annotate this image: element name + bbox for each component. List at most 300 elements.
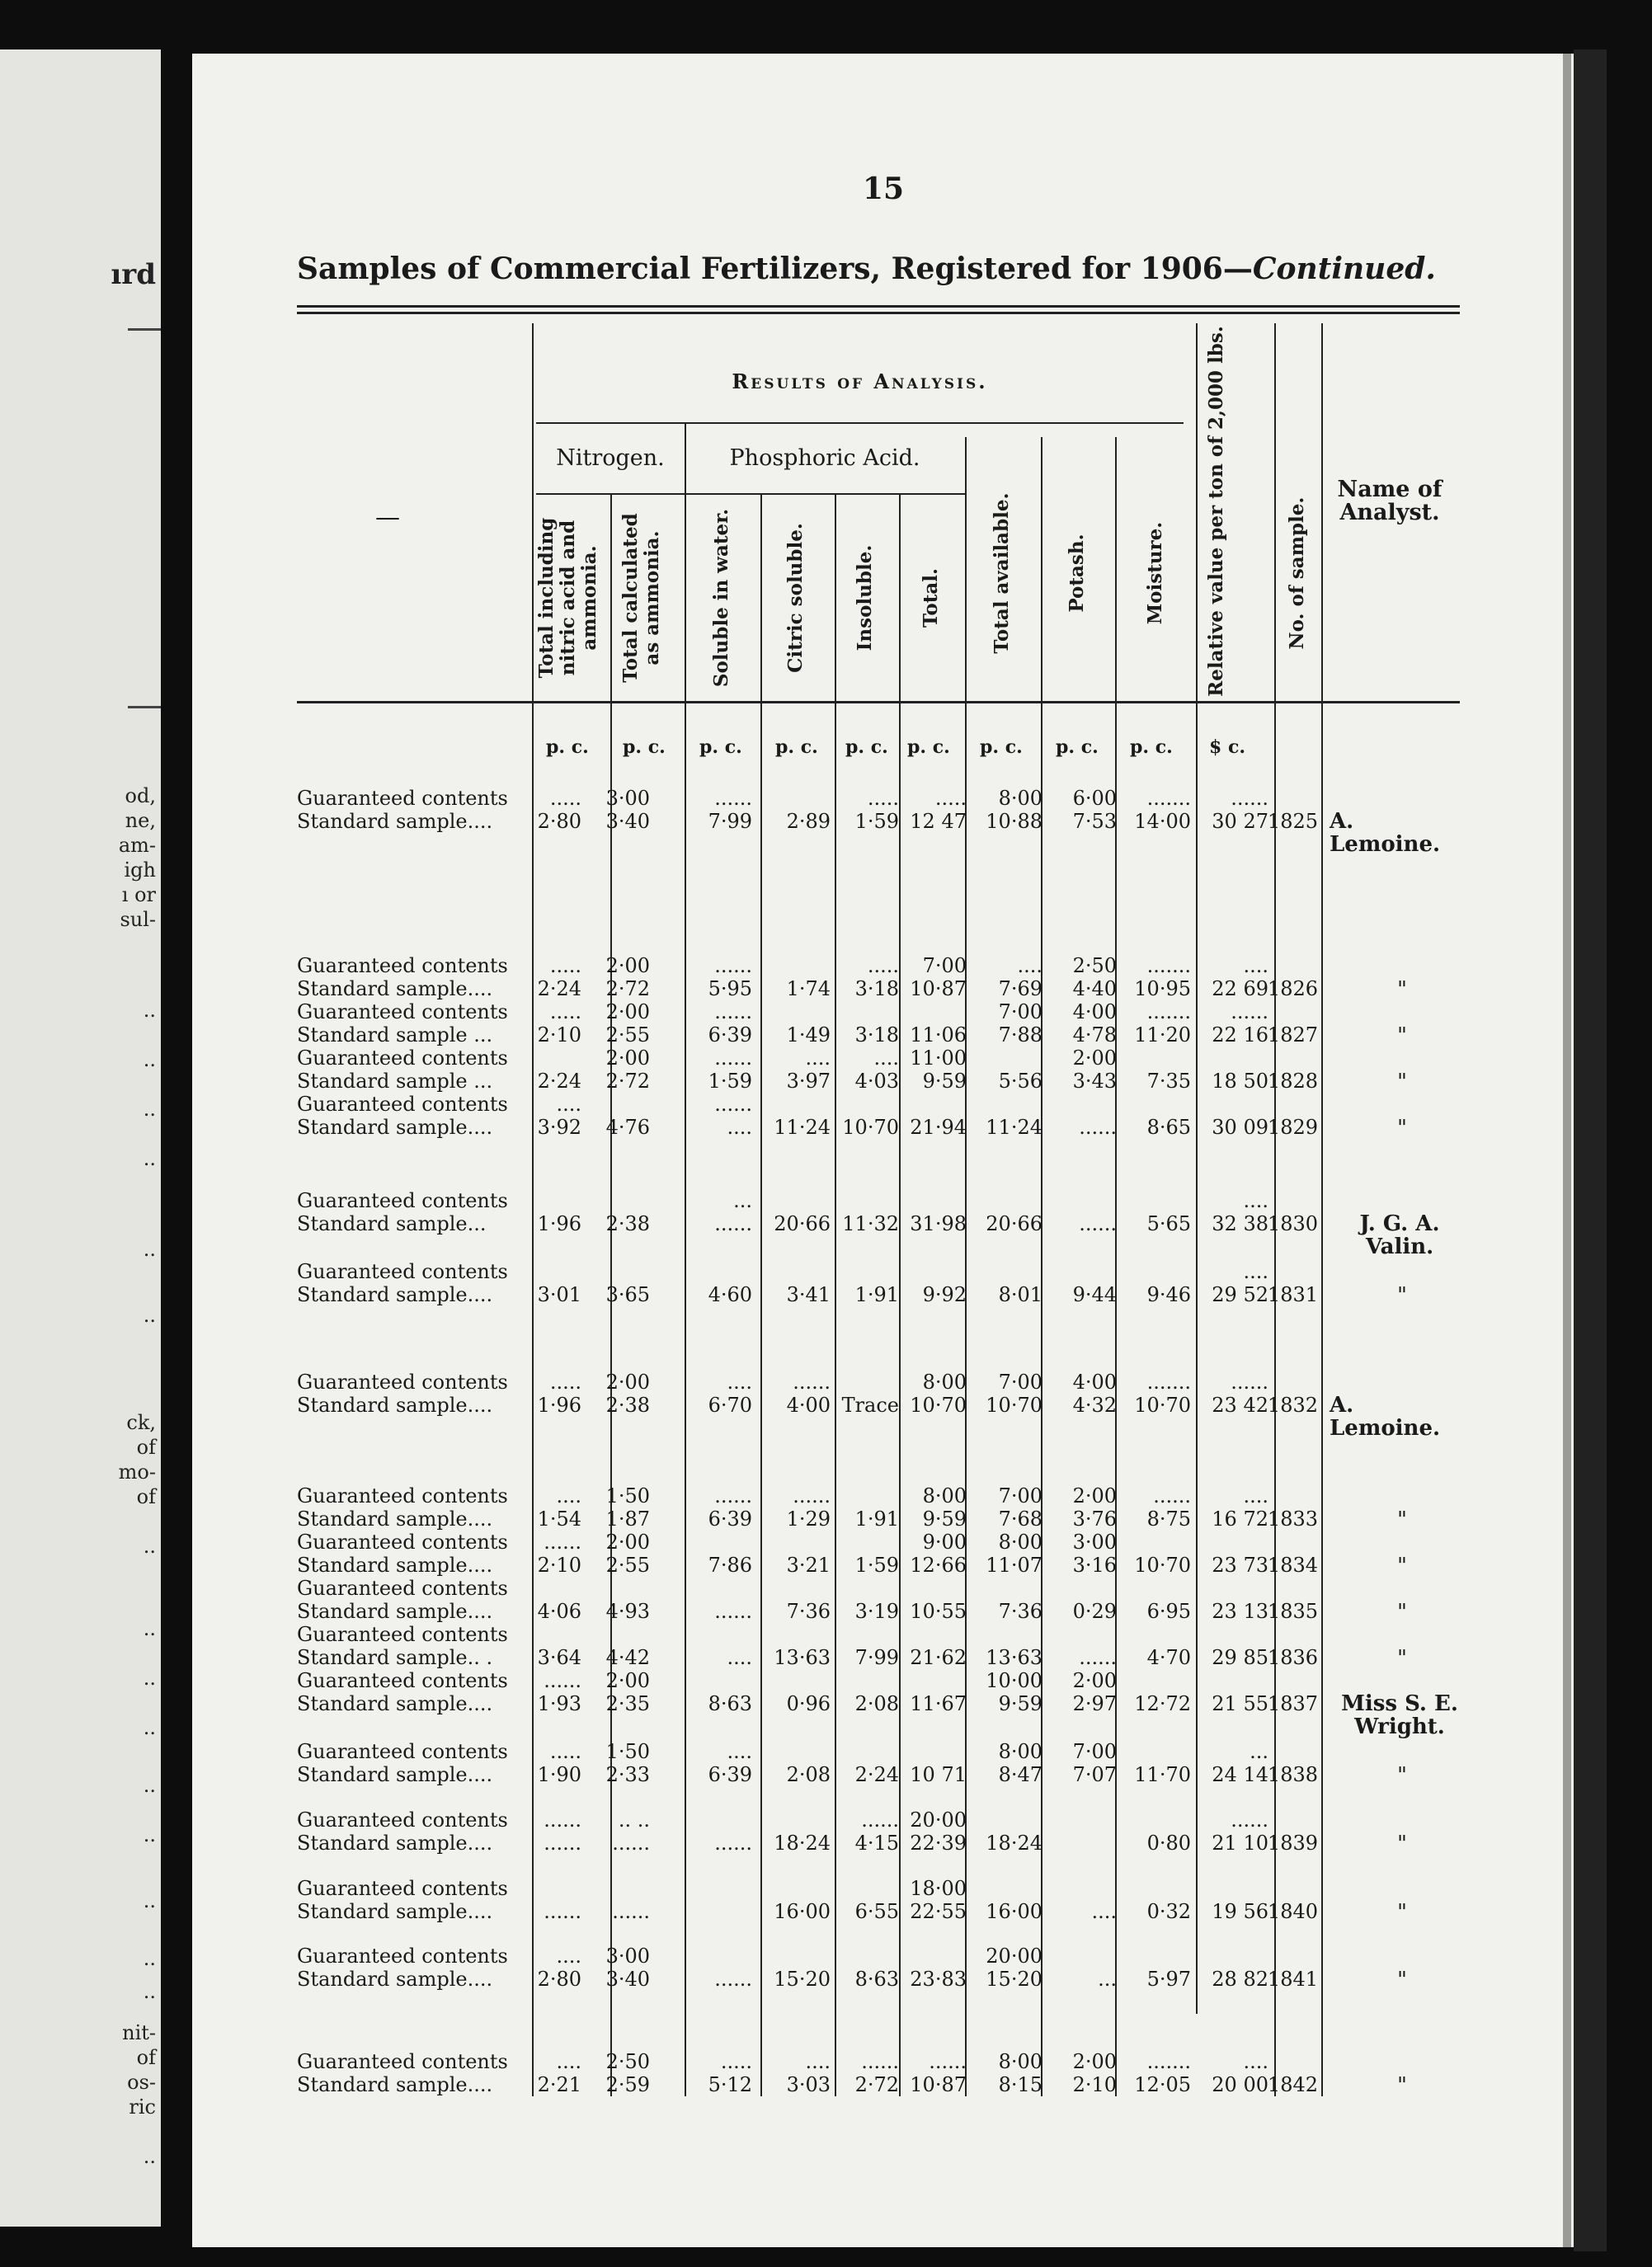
page-number: 15 bbox=[863, 172, 905, 206]
table-cell: 2·00 bbox=[1072, 1046, 1117, 1070]
table-cell: 18 50 bbox=[1212, 1070, 1268, 1093]
table-cell: 2·80 bbox=[537, 1968, 581, 1991]
table-cell: .... bbox=[805, 1046, 831, 1070]
table-cell: 1·59 bbox=[854, 1554, 899, 1577]
table-cell: ...... bbox=[714, 1600, 752, 1623]
table-cell: 0·80 bbox=[1146, 1832, 1191, 1855]
table-cell: .... bbox=[556, 1484, 581, 1507]
table-cell: 11·24 bbox=[986, 1116, 1043, 1139]
table-cell: 4·00 bbox=[1072, 1371, 1117, 1394]
left-page-text: .. bbox=[143, 1667, 156, 1690]
table-cell: 3·40 bbox=[605, 1968, 650, 1991]
left-page-text: of bbox=[136, 1485, 156, 1508]
left-page-text: .. bbox=[143, 1617, 156, 1640]
row-label: Guaranteed contents bbox=[297, 1808, 508, 1832]
table-cell: .... bbox=[556, 2050, 581, 2073]
table-cell: 9·59 bbox=[998, 1692, 1043, 1715]
table-cell: 2·00 bbox=[1072, 2050, 1117, 2073]
table-cell: 23 13 bbox=[1212, 1600, 1268, 1623]
table-cell: 0·32 bbox=[1146, 1900, 1191, 1923]
table-cell: 1·54 bbox=[537, 1507, 581, 1531]
row-label: Standard sample.... bbox=[297, 1692, 493, 1715]
table-row bbox=[297, 1093, 1460, 1116]
table-cell: 11·06 bbox=[910, 1023, 967, 1046]
table-cell: 10·95 bbox=[1134, 977, 1191, 1000]
table-cell: 3·18 bbox=[854, 1023, 899, 1046]
table-cell: ....... bbox=[1146, 954, 1191, 977]
table-cell: ...... bbox=[861, 2050, 899, 2073]
table-cell: 2·55 bbox=[605, 1554, 650, 1577]
table-cell: .... bbox=[556, 1945, 581, 1968]
table-cell: 12·66 bbox=[910, 1554, 967, 1577]
table-cell: ..... bbox=[549, 787, 581, 810]
unit-label: p. c. bbox=[980, 736, 1023, 758]
table-cell: 10·70 bbox=[842, 1116, 899, 1139]
left-page-text: .. bbox=[143, 1098, 156, 1121]
table-cell: 2·10 bbox=[1072, 2073, 1117, 2096]
table-cell: 6·55 bbox=[854, 1900, 899, 1923]
table-row bbox=[297, 1023, 1460, 1046]
table-row bbox=[297, 1808, 1460, 1832]
table-row bbox=[297, 1189, 1460, 1212]
row-label: Standard sample... bbox=[297, 1212, 487, 1235]
table-cell: 2·00 bbox=[1072, 1669, 1117, 1692]
table-cell: 16 72 bbox=[1212, 1507, 1268, 1531]
table-cell: 4·93 bbox=[605, 1600, 650, 1623]
table-row bbox=[297, 1371, 1460, 1394]
table-cell: 8·00 bbox=[998, 1531, 1043, 1554]
table-cell: 8·00 bbox=[998, 1740, 1043, 1763]
table-cell: 1839 bbox=[1267, 1832, 1318, 1855]
table-cell: 2·50 bbox=[605, 2050, 650, 2073]
top-rule bbox=[297, 312, 1460, 314]
table-cell: .... bbox=[1243, 1484, 1268, 1507]
table-cell: 3·00 bbox=[605, 787, 650, 810]
table-cell: 2·21 bbox=[537, 2073, 581, 2096]
analyst-column-header: Name of Analyst. bbox=[1337, 477, 1443, 525]
table-cell: 1842 bbox=[1267, 2073, 1318, 2096]
table-cell: 9·44 bbox=[1072, 1283, 1117, 1306]
table-cell: ....... bbox=[1146, 787, 1191, 810]
table-cell: ..... bbox=[720, 2050, 752, 2073]
table-cell: 11·24 bbox=[774, 1116, 831, 1139]
col-header-soluble-water: Soluble in water. bbox=[710, 508, 732, 688]
table-cell: 1·96 bbox=[537, 1212, 581, 1235]
table-row bbox=[297, 1691, 1460, 1739]
table-cell: 22·39 bbox=[910, 1832, 967, 1855]
table-cell: 22·55 bbox=[910, 1900, 967, 1923]
analyst-name: " bbox=[1397, 1968, 1407, 1992]
table-cell: 31·98 bbox=[910, 1212, 967, 1235]
table-cell: 8·63 bbox=[854, 1968, 899, 1991]
table-cell: 20 00 bbox=[1212, 2073, 1268, 2096]
table-cell: 14·00 bbox=[1134, 810, 1191, 833]
table-cell: 9·59 bbox=[922, 1070, 967, 1093]
table-cell: 2·55 bbox=[605, 1023, 650, 1046]
unit-label: $ c. bbox=[1209, 736, 1246, 758]
table-cell: 7·68 bbox=[998, 1507, 1043, 1531]
left-page-text: .. bbox=[143, 1980, 156, 2003]
table-cell: 1840 bbox=[1267, 1900, 1318, 1923]
page-title bbox=[297, 252, 1436, 286]
row-label: Guaranteed contents bbox=[297, 1531, 508, 1554]
table-cell: 1·59 bbox=[854, 810, 899, 833]
table-cell: 10·70 bbox=[910, 1394, 967, 1417]
table-cell: 2·38 bbox=[605, 1394, 650, 1417]
table-row bbox=[297, 1968, 1460, 1991]
row-label: Guaranteed contents bbox=[297, 1189, 508, 1212]
table-cell: ...... bbox=[714, 1968, 752, 1991]
table-cell: 20·66 bbox=[986, 1212, 1043, 1235]
table-cell: 11·07 bbox=[986, 1554, 1043, 1577]
table-cell: 12·72 bbox=[1134, 1692, 1191, 1715]
row-label: Standard sample.... bbox=[297, 2073, 493, 2096]
table-cell: 1·59 bbox=[708, 1070, 752, 1093]
table-cell: 16·00 bbox=[986, 1900, 1043, 1923]
row-label: Guaranteed contents bbox=[297, 1877, 508, 1900]
table-cell: 6·39 bbox=[708, 1507, 752, 1531]
table-cell: ..... bbox=[549, 1000, 581, 1023]
analyst-name: " bbox=[1397, 2073, 1407, 2098]
table-cell: ...... bbox=[544, 1900, 581, 1923]
table-cell: 8·01 bbox=[998, 1283, 1043, 1306]
table-cell: ..... bbox=[867, 954, 899, 977]
analyst-name: " bbox=[1397, 1116, 1407, 1141]
table-cell: 23·83 bbox=[910, 1968, 967, 1991]
table-cell: 7·00 bbox=[922, 954, 967, 977]
table-cell: 12 47 bbox=[910, 810, 967, 833]
table-cell: 2·33 bbox=[605, 1763, 650, 1786]
row-label: Standard sample.... bbox=[297, 1832, 493, 1855]
table-cell: 13·63 bbox=[986, 1646, 1043, 1669]
row-label: Guaranteed contents bbox=[297, 1093, 508, 1116]
table-cell: 2·00 bbox=[605, 1371, 650, 1394]
table-cell: 24 14 bbox=[1212, 1763, 1268, 1786]
left-page-text: .. bbox=[143, 1823, 156, 1846]
table-cell: 7·69 bbox=[998, 977, 1043, 1000]
table-row bbox=[297, 1070, 1460, 1093]
table-cell: 1832 bbox=[1267, 1394, 1318, 1417]
left-page-text: sul- bbox=[120, 908, 156, 931]
left-page-text: os- bbox=[127, 2071, 156, 2094]
table-cell: 10·00 bbox=[986, 1669, 1043, 1692]
table-cell: 4·76 bbox=[605, 1116, 650, 1139]
table-cell: 3·65 bbox=[605, 1283, 650, 1306]
table-cell: 15·20 bbox=[986, 1968, 1043, 1991]
table-row bbox=[297, 787, 1460, 810]
table-row bbox=[297, 1531, 1460, 1554]
col-header-relative-value: Relative value per ton of 2,000 lbs. bbox=[1205, 326, 1227, 697]
row-label: Standard sample.... bbox=[297, 1900, 493, 1923]
table-cell: 1·90 bbox=[537, 1763, 581, 1786]
unit-label: p. c. bbox=[1056, 736, 1099, 758]
table-cell: ....... bbox=[1146, 2050, 1191, 2073]
table-cell: 7·99 bbox=[854, 1646, 899, 1669]
table-cell: 23 73 bbox=[1212, 1554, 1268, 1577]
row-label: Guaranteed contents bbox=[297, 1740, 508, 1763]
table-cell: 3·16 bbox=[1072, 1554, 1117, 1577]
table-cell: 21·62 bbox=[910, 1646, 967, 1669]
table-cell: 3·19 bbox=[854, 1600, 899, 1623]
table-cell: 10 71 bbox=[910, 1763, 967, 1786]
table-cell: .... bbox=[727, 1116, 752, 1139]
table-cell: 2·00 bbox=[605, 954, 650, 977]
table-cell: 16·00 bbox=[774, 1900, 831, 1923]
table-cell: .... bbox=[1017, 954, 1043, 977]
table-cell: 1·50 bbox=[605, 1740, 650, 1763]
table-cell: 2·24 bbox=[537, 1070, 581, 1093]
table-cell: ..... bbox=[549, 1371, 581, 1394]
top-rule bbox=[297, 305, 1460, 308]
table-cell: 23 42 bbox=[1212, 1394, 1268, 1417]
table-cell: 9·59 bbox=[922, 1507, 967, 1531]
table-cell: 1836 bbox=[1267, 1646, 1318, 1669]
table-cell: 1·29 bbox=[786, 1507, 831, 1531]
table-cell: ...... bbox=[1231, 1000, 1268, 1023]
left-page-text: .. bbox=[143, 1238, 156, 1261]
table-cell: 11·70 bbox=[1134, 1763, 1191, 1786]
table-cell: 3·21 bbox=[786, 1554, 831, 1577]
table-cell: 4·03 bbox=[854, 1070, 899, 1093]
table-cell: 28 82 bbox=[1212, 1968, 1268, 1991]
row-label: Standard sample ... bbox=[297, 1023, 493, 1046]
table-cell: 7·07 bbox=[1072, 1763, 1117, 1786]
table-cell: 3·03 bbox=[786, 2073, 831, 2096]
table-cell: ...... bbox=[1079, 1116, 1117, 1139]
table-cell: ..... bbox=[934, 787, 967, 810]
row-label: Standard sample.... bbox=[297, 1968, 493, 1991]
nitrogen-header: Nitrogen. bbox=[556, 445, 665, 471]
table-cell: 9·92 bbox=[922, 1283, 967, 1306]
table-cell: 20·00 bbox=[986, 1945, 1043, 1968]
table-cell: ...... bbox=[544, 1832, 581, 1855]
row-label: Guaranteed contents bbox=[297, 2050, 508, 2073]
table-cell: 4·15 bbox=[854, 1832, 899, 1855]
title-continued: Continued. bbox=[1252, 252, 1436, 286]
table-cell: 8·00 bbox=[922, 1484, 967, 1507]
left-page-text: of bbox=[136, 2046, 156, 2069]
table-cell: 30 09 bbox=[1212, 1116, 1268, 1139]
table-cell: ...... bbox=[929, 2050, 967, 2073]
analyst-name: " bbox=[1397, 1832, 1407, 1856]
row-label: Standard sample.... bbox=[297, 1116, 493, 1139]
table-cell: ....... bbox=[1146, 1000, 1191, 1023]
title-main: Samples of Commercial Fertilizers, Registered for 1906— bbox=[297, 252, 1253, 286]
table-row bbox=[297, 2073, 1460, 2096]
table-cell: 5·95 bbox=[708, 977, 752, 1000]
table-cell: 9·46 bbox=[1146, 1283, 1191, 1306]
unit-label: p. c. bbox=[775, 736, 818, 758]
table-cell: ...... bbox=[1231, 787, 1268, 810]
table-cell: 2·00 bbox=[605, 1000, 650, 1023]
table-cell: 15·20 bbox=[774, 1968, 831, 1991]
table-cell: ...... bbox=[793, 1371, 831, 1394]
phosphoric-acid-header: Phosphoric Acid. bbox=[729, 445, 920, 471]
table-cell: 5·65 bbox=[1146, 1212, 1191, 1235]
left-page-text: ı or bbox=[121, 883, 156, 906]
row-label: Standard sample.... bbox=[297, 1283, 493, 1306]
row-label: Guaranteed contents bbox=[297, 1046, 508, 1070]
left-page-text: ırd bbox=[111, 258, 156, 291]
table-row bbox=[297, 1554, 1460, 1577]
table-cell: 11·67 bbox=[910, 1692, 967, 1715]
table-cell: 2·59 bbox=[605, 2073, 650, 2096]
table-cell: 10·55 bbox=[910, 1600, 967, 1623]
table-cell: .... bbox=[873, 1046, 899, 1070]
table-row bbox=[297, 1000, 1460, 1023]
table-cell: ...... bbox=[714, 1212, 752, 1235]
table-cell: 8·63 bbox=[708, 1692, 752, 1715]
table-cell: 3·64 bbox=[537, 1646, 581, 1669]
left-page-text: od, bbox=[125, 784, 156, 807]
table-cell: .... bbox=[1243, 1189, 1268, 1212]
table-cell: 7·36 bbox=[998, 1600, 1043, 1623]
table-row bbox=[297, 1646, 1460, 1669]
col-header-insoluble: Insoluble. bbox=[854, 544, 876, 651]
table-cell: 18·00 bbox=[910, 1877, 967, 1900]
table-cell: 1·50 bbox=[605, 1484, 650, 1507]
table-cell: 1826 bbox=[1267, 977, 1318, 1000]
table-cell: 8·00 bbox=[998, 787, 1043, 810]
table-cell: 1827 bbox=[1267, 1023, 1318, 1046]
table-cell: ... bbox=[733, 1189, 752, 1212]
table-cell: 2·10 bbox=[537, 1554, 581, 1577]
table-row bbox=[297, 1945, 1460, 1968]
table-cell: ...... bbox=[1153, 1484, 1191, 1507]
table-cell: .. .. bbox=[618, 1808, 650, 1832]
table-cell: 4·70 bbox=[1146, 1646, 1191, 1669]
table-cell: 2·00 bbox=[605, 1046, 650, 1070]
analyst-name: " bbox=[1397, 1900, 1407, 1925]
table-cell: 2·08 bbox=[854, 1692, 899, 1715]
table-cell: ...... bbox=[544, 1808, 581, 1832]
table-cell: ....... bbox=[1146, 1371, 1191, 1394]
table-cell: ... bbox=[1098, 1968, 1117, 1991]
table-cell: 21 10 bbox=[1212, 1832, 1268, 1855]
table-cell: 29 52 bbox=[1212, 1283, 1268, 1306]
row-label: Standard sample.... bbox=[297, 810, 493, 833]
left-page-text: ne, bbox=[125, 809, 156, 832]
page-edge-shadow bbox=[1574, 49, 1607, 2251]
analyst-name: " bbox=[1397, 977, 1407, 1002]
table-cell: 5·97 bbox=[1146, 1968, 1191, 1991]
table-row bbox=[297, 1900, 1460, 1923]
table-cell: ...... bbox=[1231, 1808, 1268, 1832]
table-cell: 8·47 bbox=[998, 1763, 1043, 1786]
table-cell: 8·00 bbox=[922, 1371, 967, 1394]
table-cell: .... bbox=[1243, 2050, 1268, 2073]
table-cell: 19 56 bbox=[1212, 1900, 1268, 1923]
table-cell: 1831 bbox=[1267, 1283, 1318, 1306]
table-row bbox=[297, 1623, 1460, 1646]
analyst-name: " bbox=[1397, 1554, 1407, 1578]
table-cell: 1·74 bbox=[786, 977, 831, 1000]
table-cell: 9·00 bbox=[922, 1531, 967, 1554]
table-cell: 7·86 bbox=[708, 1554, 752, 1577]
table-cell: ..... bbox=[549, 1740, 581, 1763]
table-cell: ...... bbox=[544, 1531, 581, 1554]
unit-label: p. c. bbox=[699, 736, 742, 758]
left-page-edge bbox=[0, 49, 161, 2227]
table-cell: 4·78 bbox=[1072, 1023, 1117, 1046]
table-cell: 4·60 bbox=[708, 1283, 752, 1306]
table-cell: 10·88 bbox=[986, 810, 1043, 833]
left-page-rule bbox=[128, 706, 161, 708]
table-row bbox=[297, 1740, 1460, 1763]
analyst-name: A. Lemoine. bbox=[1330, 809, 1441, 857]
table-cell: 5·56 bbox=[998, 1070, 1043, 1093]
left-page-text: .. bbox=[143, 1304, 156, 1327]
table-row bbox=[297, 2050, 1460, 2073]
col-header-total-available: Total available. bbox=[991, 492, 1013, 654]
analyst-name: " bbox=[1397, 1600, 1407, 1625]
table-cell: .... bbox=[1243, 1260, 1268, 1283]
table-cell: 1837 bbox=[1267, 1692, 1318, 1715]
row-label: Guaranteed contents bbox=[297, 1260, 508, 1283]
table-cell: ...... bbox=[714, 1484, 752, 1507]
stub-column-header: — bbox=[375, 503, 400, 532]
table-row bbox=[297, 1046, 1460, 1070]
unit-label: p. c. bbox=[1130, 736, 1173, 758]
row-label: Guaranteed contents bbox=[297, 1000, 508, 1023]
left-page-text: nit- bbox=[122, 2021, 156, 2044]
unit-label: p. c. bbox=[623, 736, 666, 758]
table-cell: 2·89 bbox=[786, 810, 831, 833]
table-cell: 3·97 bbox=[786, 1070, 831, 1093]
table-row bbox=[297, 977, 1460, 1000]
table-cell: 8·15 bbox=[998, 2073, 1043, 2096]
row-label: Standard sample.... bbox=[297, 1394, 493, 1417]
table-cell: 1833 bbox=[1267, 1507, 1318, 1531]
table-cell: Trace bbox=[841, 1394, 899, 1417]
table-cell: 3·41 bbox=[786, 1283, 831, 1306]
table-cell: 7·00 bbox=[998, 1371, 1043, 1394]
analyst-name: " bbox=[1397, 1646, 1407, 1671]
left-page-text: .. bbox=[143, 1535, 156, 1558]
table-cell: 2·97 bbox=[1072, 1692, 1117, 1715]
page-edge bbox=[1563, 54, 1571, 2247]
table-cell: ...... bbox=[1079, 1646, 1117, 1669]
table-cell: 6·95 bbox=[1146, 1600, 1191, 1623]
table-cell: 3·18 bbox=[854, 977, 899, 1000]
table-row bbox=[297, 1832, 1460, 1855]
analyst-name: " bbox=[1397, 1283, 1407, 1308]
table-cell: 10·70 bbox=[1134, 1554, 1191, 1577]
row-label: Standard sample ... bbox=[297, 1070, 493, 1093]
left-page-text: .. bbox=[143, 2145, 156, 2168]
row-label: Standard sample.... bbox=[297, 977, 493, 1000]
left-page-text: .. bbox=[143, 1147, 156, 1170]
analyst-name: J. G. A. Valin. bbox=[1359, 1211, 1440, 1259]
left-page-text: ric bbox=[129, 2095, 156, 2119]
table-cell: 3·00 bbox=[605, 1945, 650, 1968]
table-cell: ...... bbox=[861, 1808, 899, 1832]
unit-label: p. c. bbox=[546, 736, 589, 758]
group-rule bbox=[536, 422, 1184, 424]
table-cell: 4·00 bbox=[786, 1394, 831, 1417]
table-cell: 22 16 bbox=[1212, 1023, 1268, 1046]
table-cell: ...... bbox=[612, 1900, 650, 1923]
table-cell: .... bbox=[556, 1093, 581, 1116]
table-cell: 10·70 bbox=[986, 1394, 1043, 1417]
table-cell: 4·00 bbox=[1072, 1000, 1117, 1023]
left-page-text: .. bbox=[143, 999, 156, 1022]
row-label: Standard sample.. . bbox=[297, 1646, 493, 1669]
group-rule bbox=[685, 493, 965, 495]
analyst-name: " bbox=[1397, 1507, 1407, 1532]
table-cell: 3·92 bbox=[537, 1116, 581, 1139]
left-page-text: igh bbox=[124, 858, 156, 882]
